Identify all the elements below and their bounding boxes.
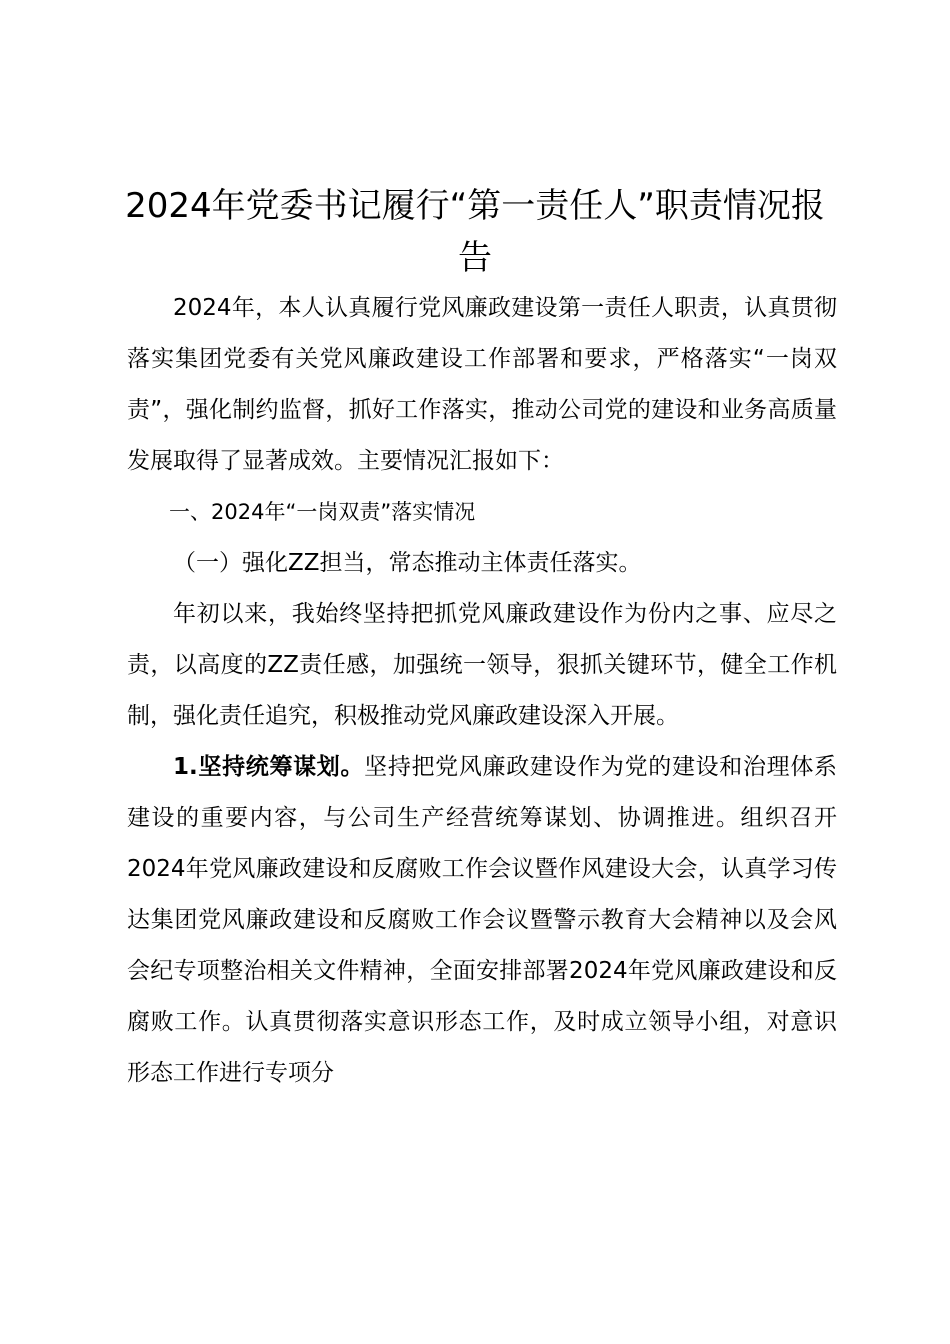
subsection-body-paragraph: 年初以来，我始终坚持把抓党风廉政建设作为份内之事、应尽之责，以高度的ZZ责任感，加强统一领导，狠抓关键环节，健全工作机制，强化责任追究，积极推动党风廉政建设深入开展。 (127, 601, 837, 729)
document-body (127, 283, 837, 1099)
subsection-heading: （一）强化ZZ担当，常态推动主体责任落实。 (173, 550, 642, 576)
intro-paragraph: 2024年，本人认真履行党风廉政建设第一责任人职责，认真贯彻落实集团党委有关党风廉政建设工作部署和要求，严格落实“一岗双责”，强化制约监督，抓好工作落实，推动公司党的建设和业务高质量发展取得了显著成效。主要情况汇报如下： (127, 295, 837, 474)
item-body-text: 坚持把党风廉政建设作为党的建设和治理体系建设的重要内容，与公司生产经营统筹谋划、协调推进。组织召开2024年党风廉政建设和反腐败工作会议暨作风建设大会，认真学习传达集团党风廉政建设和反腐败工作会议暨警示教育大会精神以及会风会纪专项整治相关文件精神，全面安排部署2024年党风廉政建设和反腐败工作。认真贯彻落实意识形态工作，及时成立领导小组，对意识形态工作进行专项分 (127, 754, 837, 1086)
item-lead-text: 1.坚持统筹谋划。 (173, 754, 365, 780)
document-title: 2024年党委书记履行“第一责任人”职责情况报告 (125, 186, 825, 278)
section-heading: 一、2024年“一岗双责”落实情况 (169, 500, 476, 524)
item-paragraph (127, 742, 837, 1099)
